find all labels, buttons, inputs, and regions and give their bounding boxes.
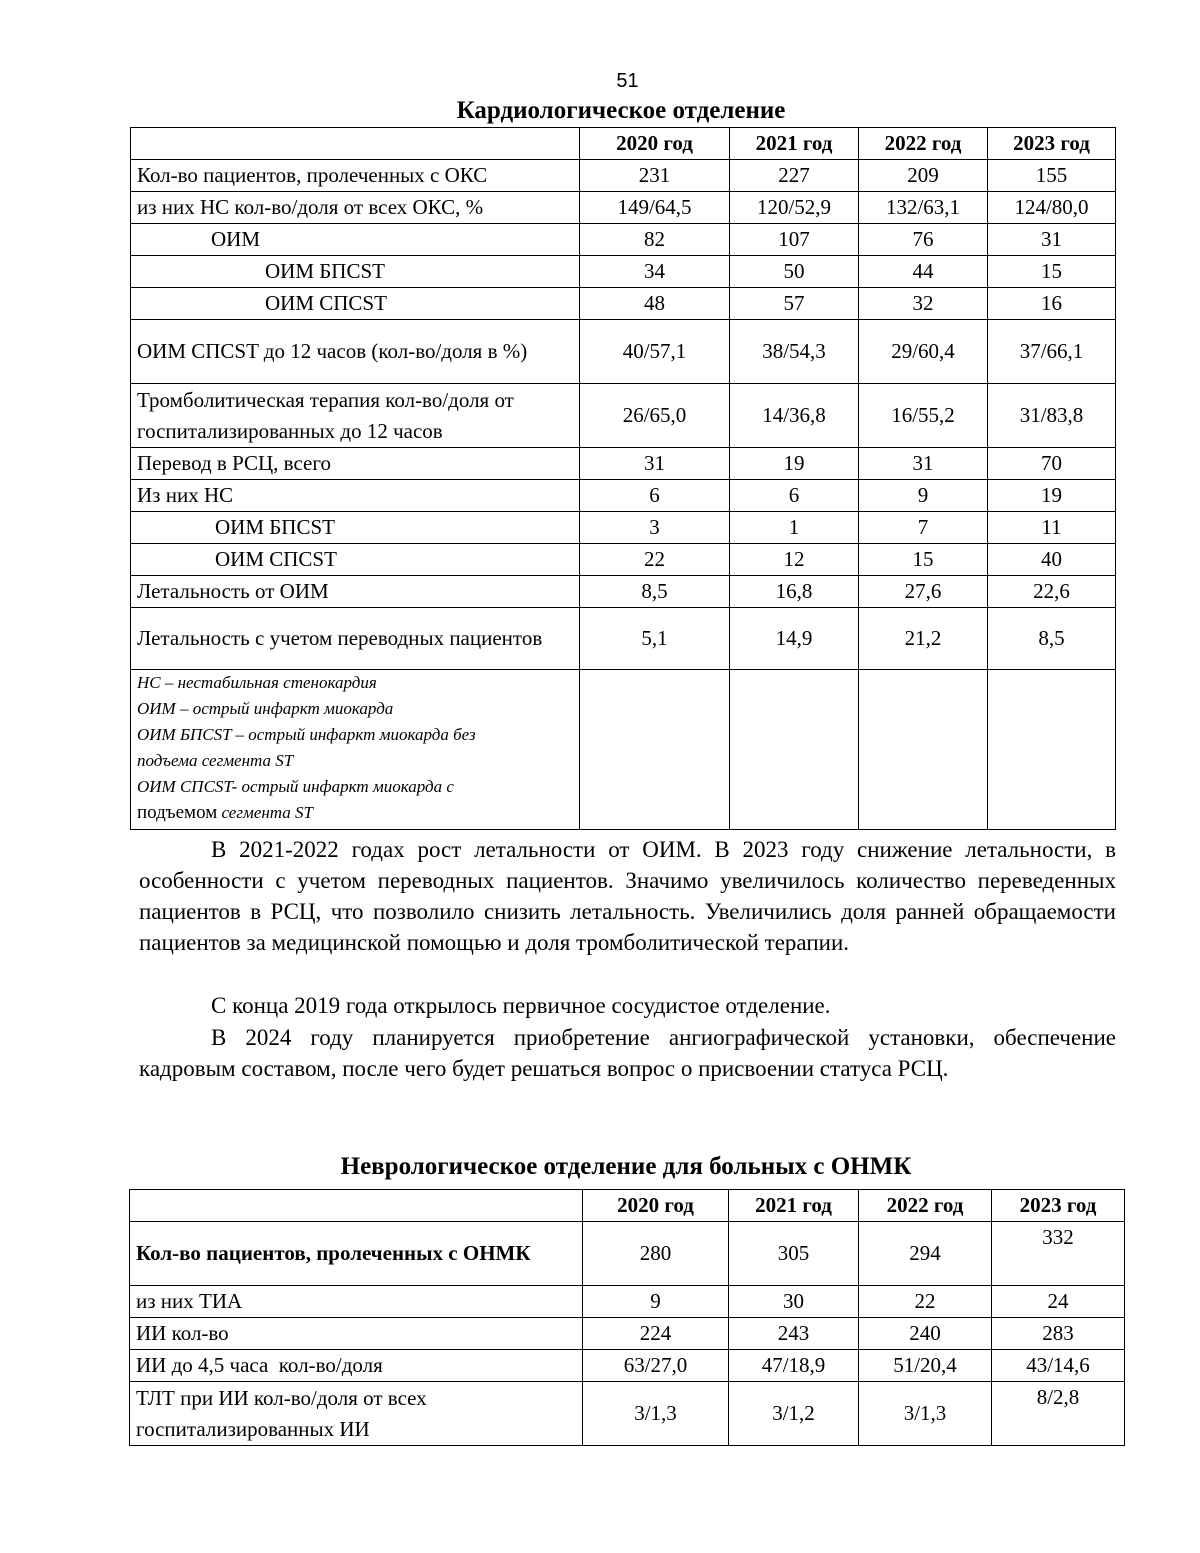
table-row xyxy=(130,1382,1125,1446)
cell-value: 14,9 xyxy=(730,608,859,670)
cell-value: 22,6 xyxy=(988,576,1116,608)
row-label: ОИМ БПСST xyxy=(131,512,580,544)
cell-value: 280 xyxy=(583,1222,729,1286)
cell-value: 40/57,1 xyxy=(580,320,730,384)
cell-value: 6 xyxy=(580,480,730,512)
cell-value: 8,5 xyxy=(580,576,730,608)
legend-line xyxy=(137,800,573,826)
cell-value: 294 xyxy=(859,1222,992,1286)
header-year: 2021 год xyxy=(730,128,859,160)
cell-value: 224 xyxy=(583,1318,729,1350)
cell-value: 240 xyxy=(859,1318,992,1350)
cell-value: 31 xyxy=(580,448,730,480)
table-row xyxy=(131,576,1116,608)
empty-cell xyxy=(730,670,859,830)
cardiology-table-title: Кардиологическое отделение xyxy=(456,97,786,124)
table-row xyxy=(131,192,1116,224)
table-row xyxy=(130,1350,1125,1382)
cell-value: 124/80,0 xyxy=(988,192,1116,224)
row-label: Тромболитическая терапия кол-во/доля от госпитализированных до 12 часов xyxy=(131,384,580,448)
cell-value: 44 xyxy=(859,256,988,288)
row-label: из них ТИА xyxy=(130,1286,583,1318)
table-header-row xyxy=(131,128,1116,160)
cell-value: 48 xyxy=(580,288,730,320)
neurology-table-title: Неврологическое отделение для больных с ОНМК xyxy=(340,1153,912,1180)
cell-value: 22 xyxy=(580,544,730,576)
empty-cell xyxy=(859,670,988,830)
row-label: Из них НС xyxy=(131,480,580,512)
cell-value: 5,1 xyxy=(580,608,730,670)
cell-value: 40 xyxy=(988,544,1116,576)
cell-value: 15 xyxy=(859,544,988,576)
header-empty-cell xyxy=(130,1190,583,1222)
header-empty-cell xyxy=(131,128,580,160)
cell-value: 283 xyxy=(992,1318,1125,1350)
table-row xyxy=(131,608,1116,670)
header-year: 2023 год xyxy=(988,128,1116,160)
cell-value: 57 xyxy=(730,288,859,320)
cell-value: 38/54,3 xyxy=(730,320,859,384)
row-label: ОИМ СПСST до 12 часов (кол-во/доля в %) xyxy=(131,320,580,384)
cell-value: 31 xyxy=(859,448,988,480)
cell-value: 37/66,1 xyxy=(988,320,1116,384)
cell-value: 3/1,2 xyxy=(729,1382,859,1446)
row-label: ИИ до 4,5 часа кол-во/доля xyxy=(130,1350,583,1382)
cell-value: 31 xyxy=(988,224,1116,256)
cell-value: 227 xyxy=(730,160,859,192)
cell-value: 6 xyxy=(730,480,859,512)
table-row xyxy=(131,544,1116,576)
cell-value: 50 xyxy=(730,256,859,288)
table-row xyxy=(130,1222,1125,1286)
page-number: 51 xyxy=(616,70,639,92)
cell-value: 76 xyxy=(859,224,988,256)
row-label: Кол-во пациентов, пролеченных с ОКС xyxy=(131,160,580,192)
cell-value: 32 xyxy=(859,288,988,320)
table-row xyxy=(131,480,1116,512)
cell-value: 3 xyxy=(580,512,730,544)
cell-value: 209 xyxy=(859,160,988,192)
row-label: Кол-во пациентов, пролеченных с ОНМК xyxy=(130,1222,583,1286)
cell-value: 120/52,9 xyxy=(730,192,859,224)
paragraph: В 2024 году планируется приобретение ангиографической установки, обеспечение кадровым составом, после чего будет решаться вопрос о присвоении статуса РСЦ. xyxy=(139,1025,1116,1081)
cell-value: 305 xyxy=(729,1222,859,1286)
cardiology-table xyxy=(130,127,1116,830)
cell-value: 47/18,9 xyxy=(729,1350,859,1382)
cell-value: 21,2 xyxy=(859,608,988,670)
header-year: 2022 год xyxy=(859,1190,992,1222)
abbreviations-legend xyxy=(131,670,580,830)
cell-value: 231 xyxy=(580,160,730,192)
cell-value: 3/1,3 xyxy=(583,1382,729,1446)
cell-value: 16/55,2 xyxy=(859,384,988,448)
table-row xyxy=(130,1286,1125,1318)
legend-line: НС – нестабильная стенокардия xyxy=(137,673,377,692)
cell-value: 16 xyxy=(988,288,1116,320)
table-row xyxy=(131,160,1116,192)
table-row xyxy=(131,256,1116,288)
table-row xyxy=(131,512,1116,544)
row-label: Летальность с учетом переводных пациентов xyxy=(131,608,580,670)
legend-word: подъемом xyxy=(137,802,218,823)
neurology-table xyxy=(129,1189,1125,1446)
cell-value: 16,8 xyxy=(730,576,859,608)
row-label: из них НС кол-во/доля от всех ОКС, % xyxy=(131,192,580,224)
cell-value: 30 xyxy=(729,1286,859,1318)
cell-value: 15 xyxy=(988,256,1116,288)
header-year: 2023 год xyxy=(992,1190,1125,1222)
cell-value: 63/27,0 xyxy=(583,1350,729,1382)
cell-value: 107 xyxy=(730,224,859,256)
cell-value: 132/63,1 xyxy=(859,192,988,224)
legend-line: ОИМ – острый инфаркт миокарда xyxy=(137,699,394,718)
cell-value: 8/2,8 xyxy=(992,1382,1125,1446)
header-year: 2021 год xyxy=(729,1190,859,1222)
row-label: Перевод в РСЦ, всего xyxy=(131,448,580,480)
cell-value: 43/14,6 xyxy=(992,1350,1125,1382)
table-row xyxy=(131,224,1116,256)
cell-value: 31/83,8 xyxy=(988,384,1116,448)
cell-value: 82 xyxy=(580,224,730,256)
cell-value: 19 xyxy=(988,480,1116,512)
header-year: 2020 год xyxy=(583,1190,729,1222)
row-label: ИИ кол-во xyxy=(130,1318,583,1350)
table-header-row xyxy=(130,1190,1125,1222)
paragraph: С конца 2019 года открылось первичное сосудистое отделение. xyxy=(211,993,831,1018)
cell-value: 9 xyxy=(583,1286,729,1318)
empty-cell xyxy=(988,670,1116,830)
cell-value: 3/1,3 xyxy=(859,1382,992,1446)
legend-line: подъема сегмента ST xyxy=(137,751,294,770)
cell-value: 27,6 xyxy=(859,576,988,608)
table-row xyxy=(131,288,1116,320)
cell-value: 24 xyxy=(992,1286,1125,1318)
cell-value: 51/20,4 xyxy=(859,1350,992,1382)
cell-value: 332 xyxy=(992,1222,1125,1286)
row-label: ОИМ xyxy=(131,224,580,256)
header-year: 2022 год xyxy=(859,128,988,160)
cell-value: 14/36,8 xyxy=(730,384,859,448)
table-row xyxy=(131,448,1116,480)
cell-value: 19 xyxy=(730,448,859,480)
cell-value: 22 xyxy=(859,1286,992,1318)
legend-line: ОИМ СПСST- острый инфаркт миокарда с xyxy=(137,777,454,796)
cell-value: 26/65,0 xyxy=(580,384,730,448)
cell-value: 34 xyxy=(580,256,730,288)
row-label: ОИМ СПСST xyxy=(131,544,580,576)
cell-value: 29/60,4 xyxy=(859,320,988,384)
table-row xyxy=(131,320,1116,384)
legend-word: сегмента ST xyxy=(221,803,314,822)
cell-value: 11 xyxy=(988,512,1116,544)
cell-value: 1 xyxy=(730,512,859,544)
cell-value: 70 xyxy=(988,448,1116,480)
row-label: Летальность от ОИМ xyxy=(131,576,580,608)
header-year: 2020 год xyxy=(580,128,730,160)
cell-value: 243 xyxy=(729,1318,859,1350)
cell-value: 155 xyxy=(988,160,1116,192)
table-row xyxy=(131,384,1116,448)
cell-value: 7 xyxy=(859,512,988,544)
table-row xyxy=(130,1318,1125,1350)
row-label: ТЛТ при ИИ кол-во/доля от всех госпитализированных ИИ xyxy=(130,1382,583,1446)
table-notes-row xyxy=(131,670,1116,830)
legend-line: ОИМ БПСST – острый инфаркт миокарда без xyxy=(137,725,476,744)
cell-value: 149/64,5 xyxy=(580,192,730,224)
empty-cell xyxy=(580,670,730,830)
cell-value: 9 xyxy=(859,480,988,512)
cell-value: 12 xyxy=(730,544,859,576)
paragraph: В 2021-2022 годах рост летальности от ОИМ. В 2023 году снижение летальности, в особенности с учетом переводных пациентов. Значимо увеличилось количество переведенных пациентов в РСЦ, что позволило снизить летальность. Увеличились доля ранней обращаемости пациентов за медицинской помощью и доля тромболитической терапии. xyxy=(139,837,1116,955)
cell-value: 8,5 xyxy=(988,608,1116,670)
row-label: ОИМ СПСST xyxy=(131,288,580,320)
row-label: ОИМ БПСST xyxy=(131,256,580,288)
